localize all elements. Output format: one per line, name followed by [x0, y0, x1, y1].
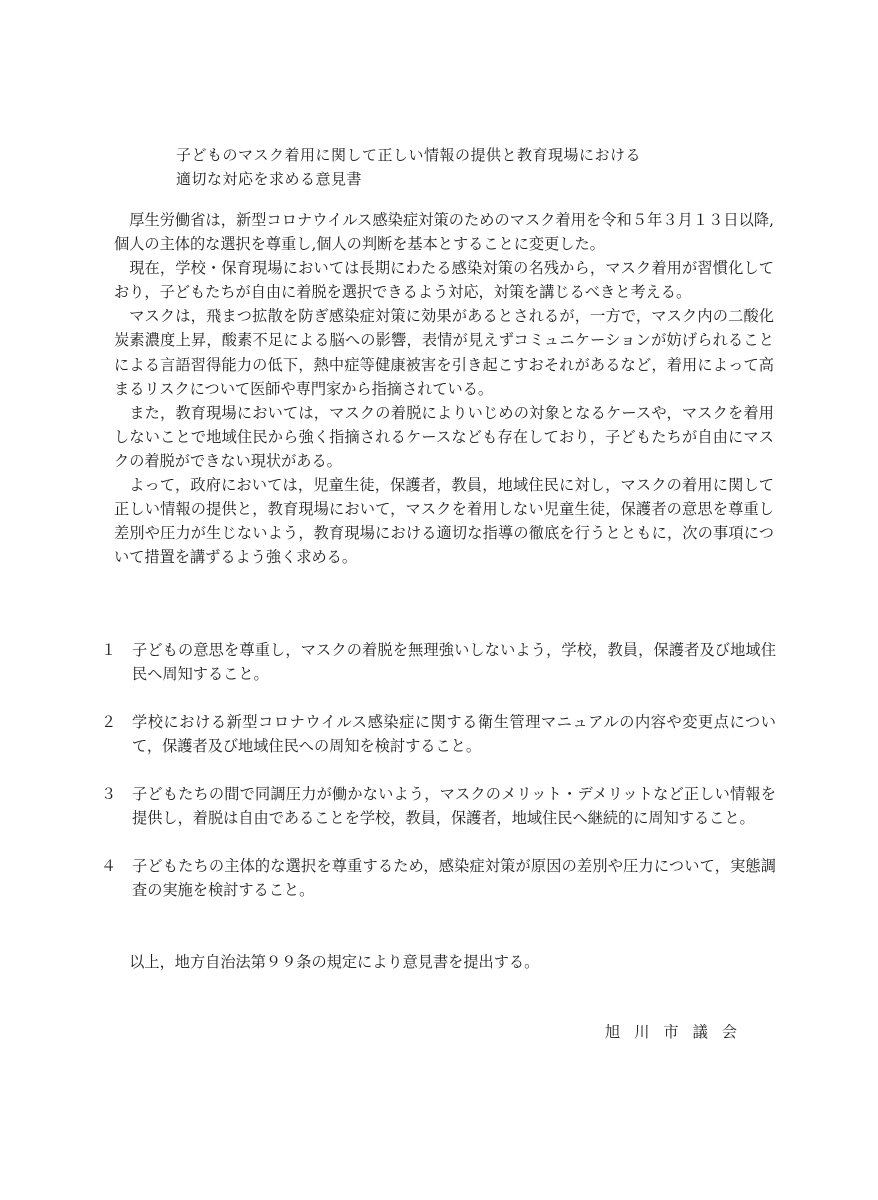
- item-text: 子どもたちの間で同調圧力が働かないよう，マスクのメリット・デメリットなど正しい情報を提供し，着脱は自由であることを学校，教員，保護者，地域住民へ継続的に周知すること。: [132, 785, 776, 827]
- item-text: 学校における新型コロナウイルス感染症に関する衛生管理マニュアルの内容や変更点について，保護者及び地域住民への周知を検討すること。: [132, 713, 776, 755]
- document-body: [114, 208, 774, 569]
- document-title: [176, 143, 776, 191]
- paragraph: よって，政府においては，児童生徒，保護者，教員，地域住民に対し，マスクの着用に関して正しい情報の提供と，教育現場において，マスクを着用しない児童生徒，保護者の意思を尊重し差別や圧力が生じないよう，教育現場における適切な指導の徹底を行うとともに，次の事項について措置を講ずるよう強く求める。: [114, 476, 774, 567]
- paragraph: マスクは，飛まつ拡散を防ぎ感染症対策に効果があるとされるが，一方で，マスク内の二酸化炭素濃度上昇，酸素不足による脳への影響，表情が見えずコミュニケーションが妨げられることによる言語習得能力の低下，熱中症等健康被害を引き起こすおそれがあるなど，着用によって高まるリスクについて医師や専門家から指摘されている。: [114, 307, 774, 398]
- list-item: [101, 854, 776, 902]
- paragraph: また，教育現場においては，マスクの着脱によりいじめの対象となるケースや，マスクを着用しないことで地域住民から強く指摘されるケースなども存在しており，子どもたちが自由にマスクの着脱ができない現状がある。: [114, 403, 774, 470]
- request-items-list: [101, 638, 776, 926]
- item-number: ２: [101, 713, 117, 731]
- list-item: [101, 710, 776, 758]
- list-item: [101, 638, 776, 686]
- signature: 旭川市議会: [605, 1023, 751, 1041]
- item-text: 子どもの意思を尊重し，マスクの着脱を無理強いしないよう，学校，教員，保護者及び地域住民へ周知すること。: [132, 641, 776, 683]
- closing-statement: 以上，地方自治法第９９条の規定により意見書を提出する。: [129, 953, 540, 971]
- paragraph: 厚生労働省は，新型コロナウイルス感染症対策のためのマスク着用を令和５年３月１３日以降,個人の主体的な選択を尊重し,個人の判断を基本とすることに変更した。: [114, 211, 774, 254]
- item-number: ３: [101, 785, 117, 803]
- paragraph: 現在，学校・保育現場においては長期にわたる感染対策の名残から，マスク着用が習慣化しており，子どもたちが自由に着脱を選択できるよう対応，対策を講じるべきと考える。: [114, 259, 774, 302]
- title-line-2: 適切な対応を求める意見書: [176, 170, 363, 188]
- list-item: [101, 782, 776, 830]
- item-text: 子どもたちの主体的な選択を尊重するため，感染症対策が原因の差別や圧力について，実態調査の実施を検討すること。: [132, 857, 776, 899]
- item-number: ４: [101, 857, 117, 875]
- title-line-1: 子どものマスク着用に関して正しい情報の提供と教育現場における: [176, 146, 642, 164]
- item-number: １: [101, 641, 117, 659]
